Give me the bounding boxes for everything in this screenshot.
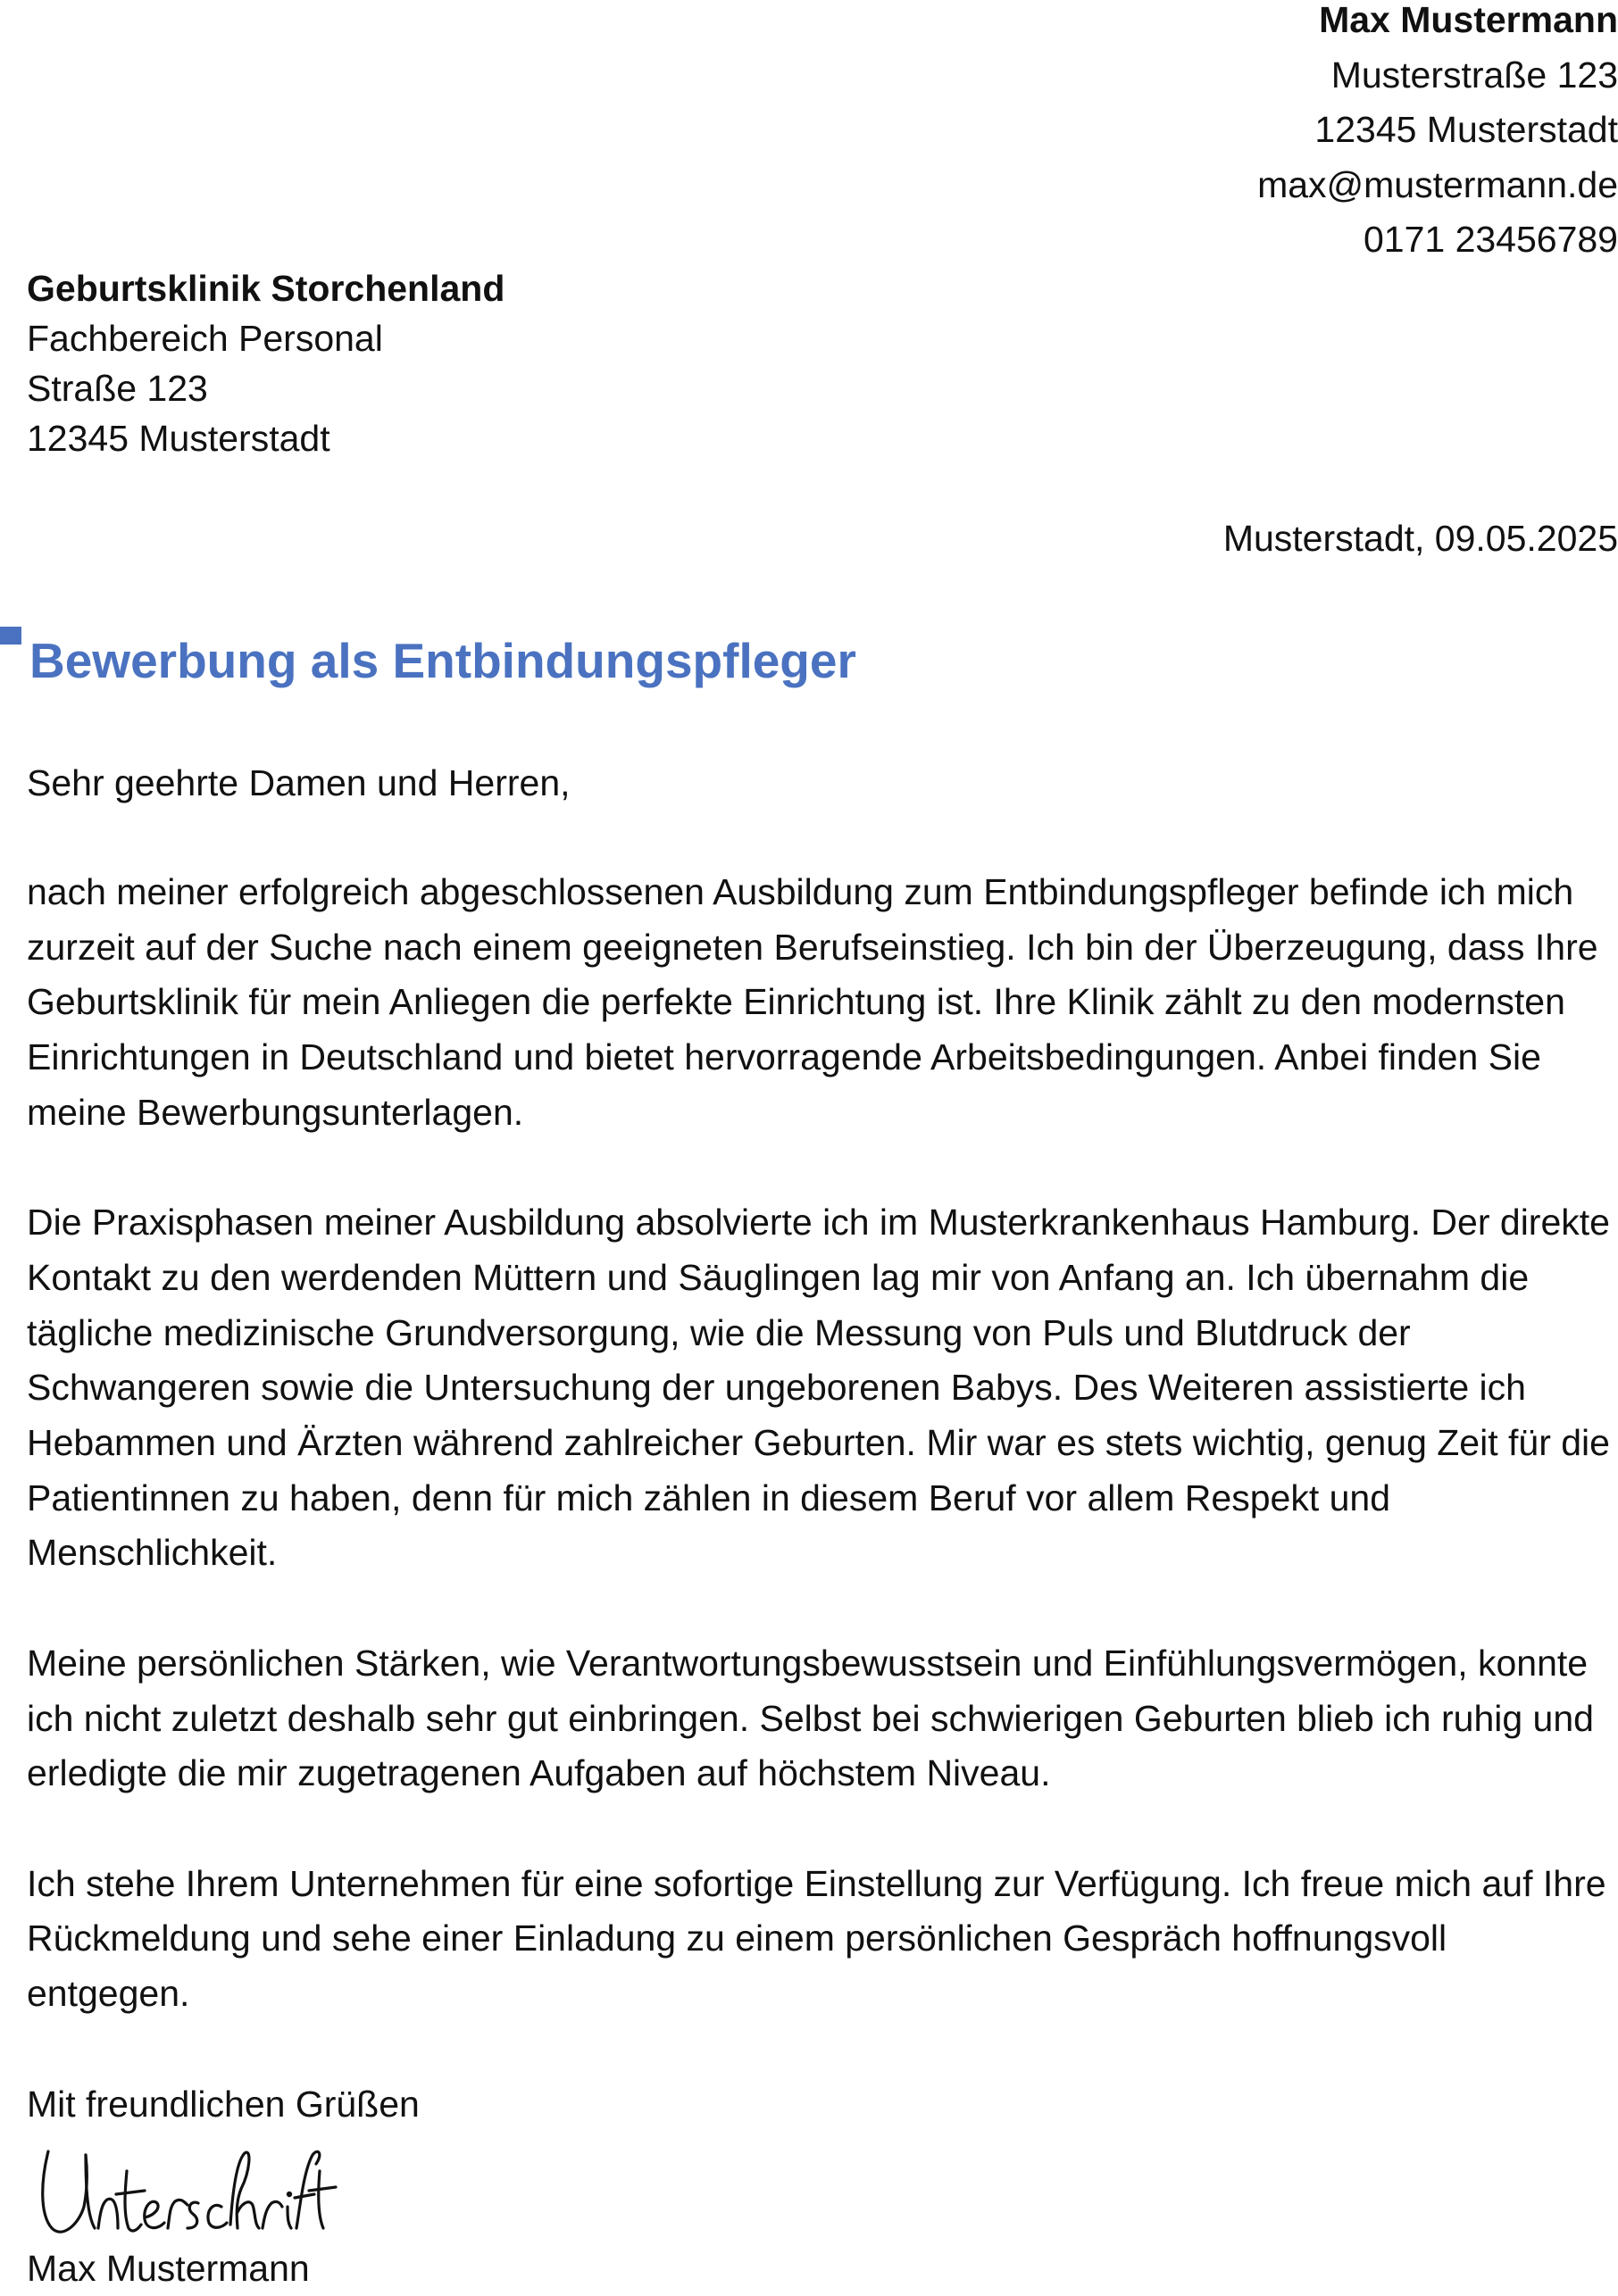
handwritten-signature xyxy=(36,2135,339,2251)
letter-date: Musterstadt, 09.05.2025 xyxy=(1222,518,1618,559)
body-paragraph: Die Praxisphasen meiner Ausbildung absolvierte ich im Musterkrankenhaus Hamburg. Der direkte Kontakt zu den werdenden Müttern und Säuglingen lag mir von Anfang an. Ich übernahm die tägliche medizinische Grundversorgung, wie die Messung von Puls und Blutdruck der Schwangeren sowie die Untersuchung der ungeborenen Babys. Des Weiteren assistierte ich Hebammen und Ärzten während zahlreicher Geburten. Mir war es stets wichtig, genug Zeit für die Patientinnen zu haben, denn für mich zählen in diesem Beruf vor allem Respekt und Menschlichkeit. xyxy=(27,1202,1610,1574)
signer-name: Max Mustermann xyxy=(27,2248,310,2289)
sender-email: max@mustermann.de xyxy=(1257,163,1618,205)
sender-street: Musterstraße 123 xyxy=(1330,54,1618,96)
body-paragraph: nach meiner erfolgreich abgeschlossenen Ausbildung zum Entbindungspfleger befinde ich mich zurzeit auf der Suche nach einem geeigneten Berufseinstieg. Ich bin der Überzeugung, dass Ihre Geburtsklinik für mein Anliegen die perfekte Einrichtung ist. Ihre Klinik zählt zu den modernsten Einrichtungen in Deutschland und bietet hervorragende Arbeitsbedingungen. Anbei finden Sie meine Bewerbungsunterlagen. xyxy=(27,871,1598,1133)
sender-address-block xyxy=(814,0,1618,268)
subject-marker xyxy=(0,627,21,645)
body-paragraph: Meine persönlichen Stärken, wie Verantwortungsbewusstsein und Einfühlungsvermögen, konnte ich nicht zuletzt deshalb sehr gut einbringen. Selbst bei schwierigen Geburten blieb ich ruhig und erledigte die mir zugetragenen Aufgaben auf höchstem Niveau. xyxy=(27,1642,1594,1794)
letter-body xyxy=(27,865,1618,2076)
recipient-address-block xyxy=(27,263,505,463)
recipient-street: Straße 123 xyxy=(27,368,208,409)
recipient-city: 12345 Musterstadt xyxy=(27,418,330,459)
recipient-company: Geburtsklinik Storchenland xyxy=(27,268,505,309)
letter-subject: Bewerbung als Entbindungspfleger xyxy=(29,633,856,688)
recipient-department: Fachbereich Personal xyxy=(27,318,383,359)
sender-phone: 0171 23456789 xyxy=(1363,219,1618,260)
sender-name: Max Mustermann xyxy=(1319,0,1618,40)
sender-city: 12345 Musterstadt xyxy=(1314,109,1618,150)
closing: Mit freundlichen Grüßen xyxy=(27,2084,420,2125)
salutation: Sehr geehrte Damen und Herren, xyxy=(27,762,571,803)
body-paragraph: Ich stehe Ihrem Unternehmen für eine sofortige Einstellung zur Verfügung. Ich freue mich auf Ihre Rückmeldung und sehe einer Einladung zu einem persönlichen Gespräch hoffnungsvoll entgegen. xyxy=(27,1862,1606,2015)
